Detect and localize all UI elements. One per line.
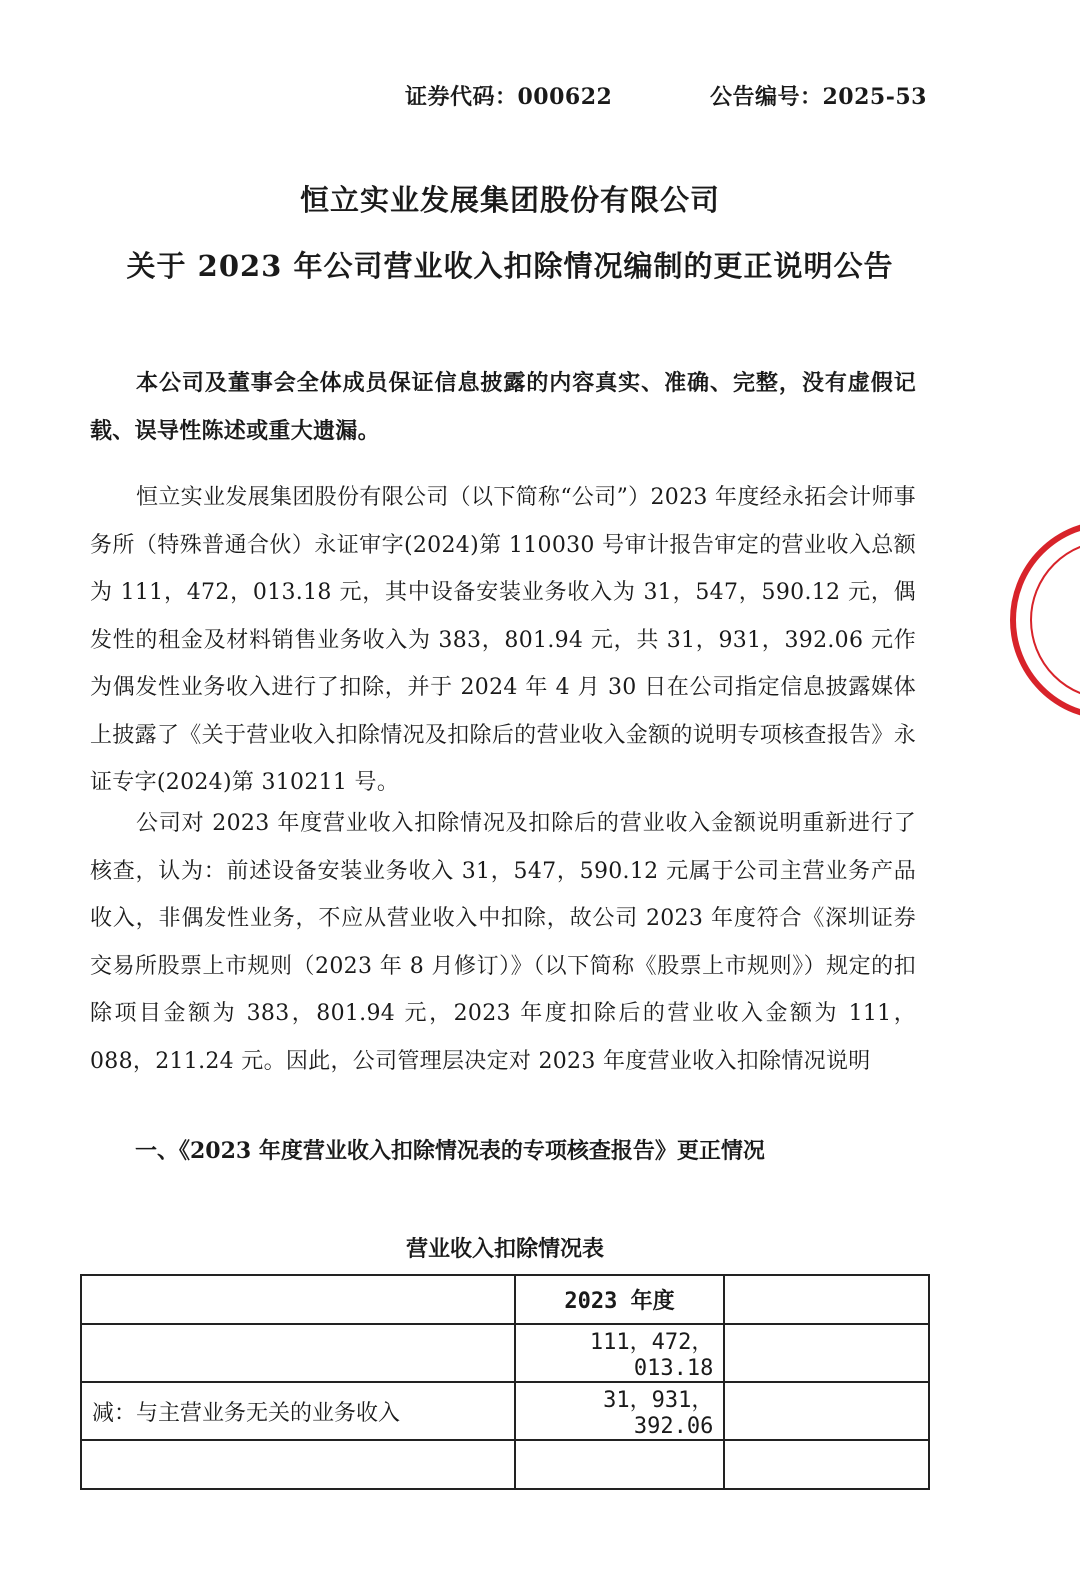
table-row-label bbox=[81, 1324, 515, 1382]
table-row bbox=[81, 1382, 929, 1440]
notice-number: 公告编号：2025-53 bbox=[710, 84, 927, 110]
declaration-paragraph: 本公司及董事会全体成员保证信息披露的内容真实、准确、完整，没有虚假记载、误导性陈述或重大遗漏。 bbox=[90, 370, 916, 444]
table-cell bbox=[81, 1275, 515, 1324]
table-row-note bbox=[724, 1324, 929, 1382]
securities-code: 证券代码：000622 bbox=[405, 84, 613, 110]
table-header-year: 2023 年度 bbox=[515, 1275, 725, 1324]
seal-inner-ring bbox=[1030, 540, 1080, 700]
notice-title: 关于 2023 年公司营业收入扣除情况编制的更正说明公告 bbox=[126, 249, 894, 283]
table-header-row bbox=[81, 1275, 929, 1324]
body-paragraph-1: 恒立实业发展集团股份有限公司（以下简称“公司”）2023 年度经永拓会计师事务所（特殊普通合伙）永证审字(2024)第 110030 号审计报告审定的营业收入总额为 111，472，013.18 元，其中设备安装业务收入为 31，547，590.12 元，偶发性的租金及材料销售业务收入为 383，801.94 元，共 31，931，392.06 元作为偶发性业务收入进行了扣除，并于 2024 年 4 月 30 日在公司指定信息披露媒体上披露了《关于营业收入扣除情况及扣除后的营业收入金额的说明专项核查报告》永证专字(2024)第 310211 号。 bbox=[90, 485, 916, 795]
table-row-label bbox=[81, 1440, 515, 1489]
table-row-note bbox=[724, 1382, 929, 1440]
body-paragraph-2: 公司对 2023 年度营业收入扣除情况及扣除后的营业收入金额说明重新进行了核查，认为：前述设备安装业务收入 31，547，590.12 元属于公司主营业务产品收入，非偶发性业务，不应从营业收入中扣除，故公司 2023 年度符合《深圳证券交易所股票上市规则（2023 年 8 月修订）》（以下简称《股票上市规则》）规定的扣除项目金额为 383，801.94 元，2023 年度扣除后的营业收入金额为 111，088，211.24 元。因此，公司管理层决定对 2023 年度营业收入扣除情况说明 bbox=[90, 811, 916, 1074]
revenue-deduction-table bbox=[80, 1274, 930, 1490]
table-row bbox=[81, 1440, 929, 1489]
table-cell bbox=[724, 1275, 929, 1324]
table-row-value bbox=[515, 1440, 725, 1489]
table-row-label: 减：与主营业务无关的业务收入 bbox=[81, 1382, 515, 1440]
company-title: 恒立实业发展集团股份有限公司 bbox=[299, 183, 720, 217]
table-row-note bbox=[724, 1440, 929, 1489]
company-seal-stamp bbox=[1010, 520, 1080, 720]
table-title: 营业收入扣除情况表 bbox=[405, 1236, 604, 1262]
table-row bbox=[81, 1324, 929, 1382]
table-row-value: 31，931，392.06 bbox=[515, 1382, 725, 1440]
section-heading: 一、《2023 年度营业收入扣除情况表的专项核查报告》更正情况 bbox=[135, 1138, 765, 1164]
table-row-value: 111，472，013.18 bbox=[515, 1324, 725, 1382]
